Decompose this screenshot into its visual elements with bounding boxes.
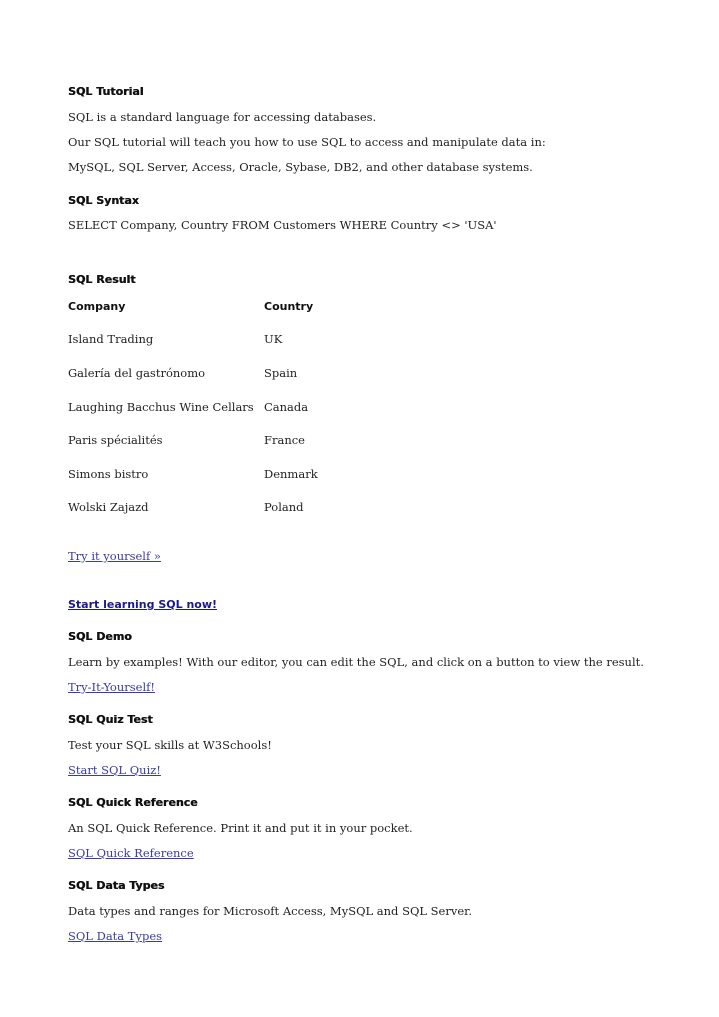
data-types-link[interactable]: SQL Data Types bbox=[68, 929, 163, 943]
column-header-country: Country bbox=[264, 300, 314, 313]
quiz-link[interactable]: Start SQL Quiz! bbox=[68, 763, 161, 777]
table-cell-company: Simons bistro bbox=[68, 467, 149, 481]
table-cell-country: Poland bbox=[264, 500, 304, 514]
table-cell-country: France bbox=[264, 433, 305, 447]
table-cell-country: Denmark bbox=[264, 467, 318, 481]
demo-link[interactable]: Try-It-Yourself! bbox=[68, 680, 156, 694]
table-cell-company: Wolski Zajazd bbox=[68, 500, 149, 514]
table-cell-company: Laughing Bacchus Wine Cellars bbox=[68, 400, 254, 414]
quick-reference-link[interactable]: SQL Quick Reference bbox=[68, 846, 194, 860]
demo-heading: SQL Demo bbox=[68, 630, 132, 643]
tutorial-heading: SQL Tutorial bbox=[68, 85, 144, 98]
table-cell-country: Canada bbox=[264, 400, 309, 414]
try-it-yourself-link[interactable]: Try it yourself » bbox=[68, 549, 161, 563]
quick-reference-text: An SQL Quick Reference. Print it and put it in your pocket. bbox=[68, 821, 413, 835]
column-header-company: Company bbox=[68, 300, 126, 313]
table-cell-company: Island Trading bbox=[68, 332, 154, 346]
result-heading: SQL Result bbox=[68, 273, 136, 286]
table-cell-country: UK bbox=[264, 332, 283, 346]
demo-text: Learn by examples! With our editor, you can edit the SQL, and click on a button to view the result. bbox=[68, 655, 644, 669]
quick-reference-heading: SQL Quick Reference bbox=[68, 796, 198, 809]
data-types-text: Data types and ranges for Microsoft Access, MySQL and SQL Server. bbox=[68, 904, 473, 918]
quiz-text: Test your SQL skills at W3Schools! bbox=[68, 738, 272, 752]
table-cell-country: Spain bbox=[264, 366, 298, 380]
table-cell-company: Paris spécialités bbox=[68, 433, 163, 447]
quiz-heading: SQL Quiz Test bbox=[68, 713, 153, 726]
start-learning-link[interactable]: Start learning SQL now! bbox=[68, 598, 218, 611]
table-cell-company: Galería del gastrónomo bbox=[68, 366, 206, 380]
tutorial-line-2: Our SQL tutorial will teach you how to use SQL to access and manipulate data in: bbox=[68, 135, 546, 149]
tutorial-line-1: SQL is a standard language for accessing databases. bbox=[68, 110, 377, 124]
data-types-heading: SQL Data Types bbox=[68, 879, 165, 892]
syntax-heading: SQL Syntax bbox=[68, 194, 139, 207]
tutorial-line-3: MySQL, SQL Server, Access, Oracle, Sybase, DB2, and other database systems. bbox=[68, 160, 533, 174]
syntax-statement: SELECT Company, Country FROM Customers WHERE Country <> 'USA' bbox=[68, 218, 497, 232]
